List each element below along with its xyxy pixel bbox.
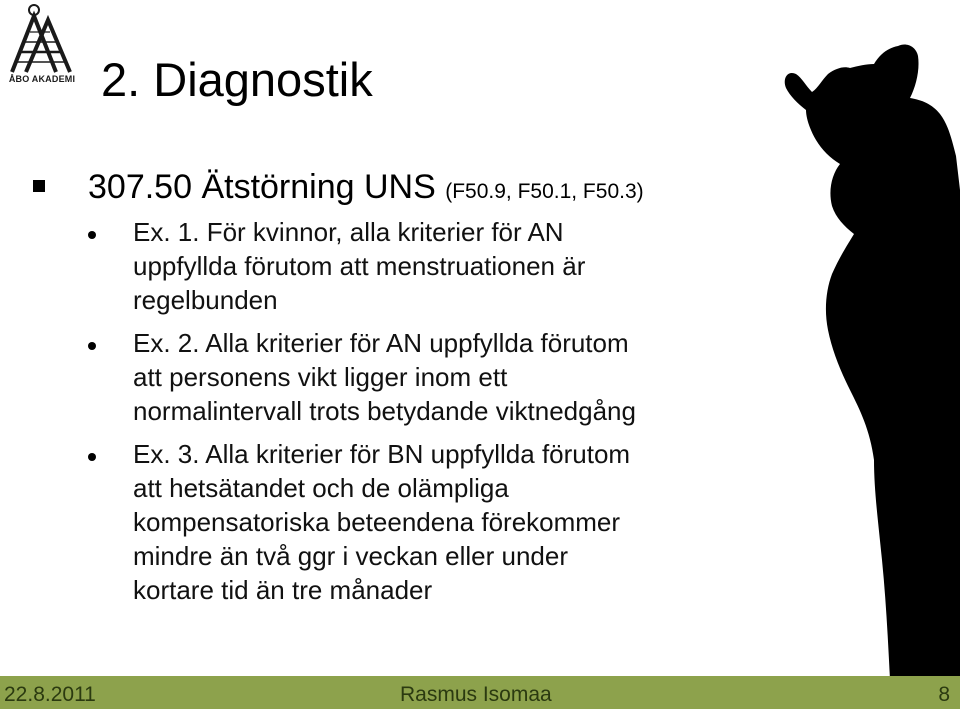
main-item-text: 307.50 Ätstörning UNS (88, 168, 446, 206)
footer-bar (0, 676, 960, 709)
sub-item-line: kortare tid än tre månader (133, 575, 433, 605)
sub-item-line: mindre än två ggr i veckan eller under (133, 541, 569, 571)
sub-item-line: Ex. 1. För kvinnor, alla kriterier för AN (133, 217, 564, 247)
sub-item-line: att hetsätandet och de olämpliga (133, 473, 509, 503)
sub-item-line: regelbunden (133, 285, 278, 315)
slide-title: 2. Diagnostik (101, 53, 373, 106)
sub-item-line: normalintervall trots betydande viktnedgång (133, 396, 636, 426)
main-item (88, 168, 644, 207)
sub-item-2 (133, 326, 733, 428)
sub-item-line: uppfyllda förutom att menstruationen är (133, 251, 586, 281)
sub-bullet-icon (88, 231, 96, 239)
sub-item-1 (133, 215, 733, 317)
main-bullet-icon (33, 180, 45, 192)
sub-item-line: Ex. 3. Alla kriterier för BN uppfyllda förutom (133, 439, 631, 469)
sub-bullet-icon (88, 342, 96, 350)
sub-item-3 (133, 437, 733, 607)
woman-silhouette-image (770, 40, 960, 680)
sub-item-line: kompensatoriska beteendena förekommer (133, 507, 621, 537)
logo-caption: ÅBO AKADEMI (8, 74, 76, 84)
main-item-codes: (F50.9, F50.1, F50.3) (445, 180, 644, 203)
footer-author: Rasmus Isomaa (400, 683, 552, 706)
sub-bullet-icon (88, 453, 96, 461)
footer-date: 22.8.2011 (4, 683, 96, 706)
sub-item-line: Ex. 2. Alla kriterier för AN uppfyllda förutom (133, 328, 629, 358)
footer-page-number: 8 (938, 683, 950, 706)
sub-item-line: att personens vikt ligger inom ett (133, 362, 508, 392)
